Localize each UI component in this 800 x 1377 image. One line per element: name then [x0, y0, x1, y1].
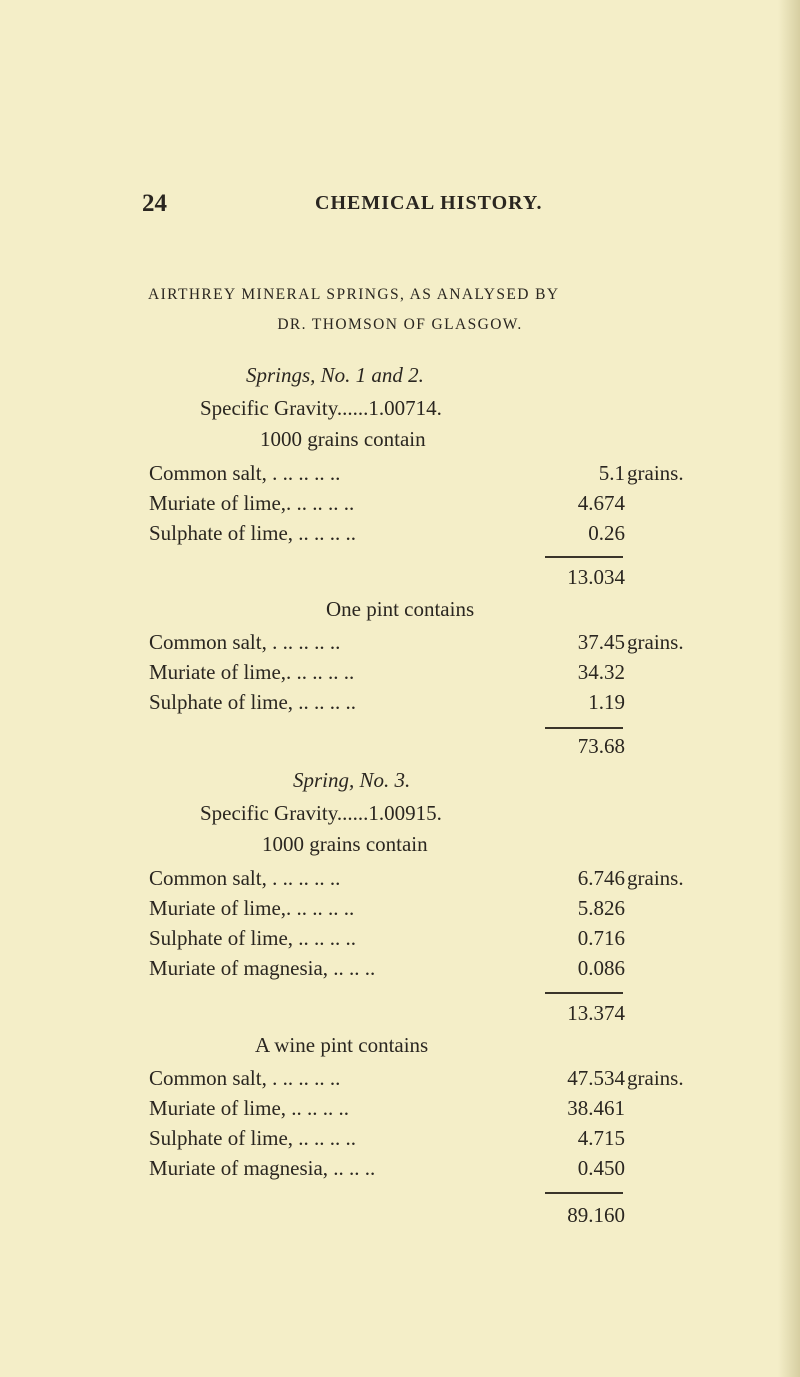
running-head: CHEMICAL HISTORY. [315, 192, 543, 214]
sum-rule [545, 992, 623, 994]
sum-rule [545, 556, 623, 558]
sum-rule [545, 727, 623, 729]
book-page: 24 CHEMICAL HISTORY. AIRTHREY MINERAL SPRINGS, AS ANALYSED BY DR. THOMSON OF GLASGOW. Springs, No. 1 and 2. Specific Gravity......1.00714. 1000 grains contain Common salt, . .. .. .. .. 5.1 grains. Muriate of lime,. .. .. .. .. 4.674 Sulphate of lime, .. .. .. .. 0.26 13.034 One pint contains Common salt, . .. .. .. .. 37.45 grains. Muriate of lime,. .. .. .. .. 34.32 Sulphate of lime, .. .. .. .. 1.19 73.68 Spring, No. 3. Specific Gravity......1.00915. 1000 grains contain Common salt, . .. .. .. .. 6.746 grains. Muriate of lime,. .. .. .. .. 5.826 Sulphate of lime, .. .. .. .. 0.716 Muriate of magnesia, .. .. .. 0.086 13.374 A wine pint contains Common salt, . .. .. .. .. 47.534 grains. Muriate of lime, .. .. .. .. 38.461 Sulphate of lime, .. .. .. .. 4.715 Muriate of magnesia, .. .. .. 0.450 89.160 [0, 0, 800, 1377]
analysis-title: AIRTHREY MINERAL SPRINGS, AS ANALYSED BY [148, 286, 560, 303]
sum-rule [545, 1192, 623, 1194]
page-number: 24 [142, 190, 167, 217]
page-header [0, 190, 800, 220]
analysis-attribution: DR. THOMSON OF GLASGOW. [277, 316, 523, 333]
